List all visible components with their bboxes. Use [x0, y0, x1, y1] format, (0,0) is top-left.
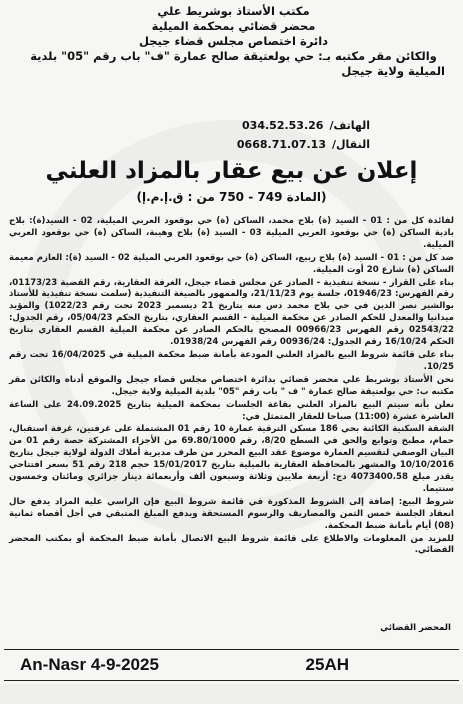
bailiff-paragraph: نحن الأستاذ بوشريط علي محضر قضائي بدائرة اختصاص مجلس قضاء جيجل والموقع أدناه والكائن مقر مكتبه ب: حي بولعتيقة صالح عمارة " ف " باب رقم "05" بلدية الميلية ولاية جيجل. — [9, 374, 454, 397]
sale-terms-paragraph: شروط البيع: إضافة إلى الشروط المذكورة في قائمة شروط البيع فإن الراسي عليه المزاد يدفع حال انعقاد الجلسة خمس الثمن والمصاريف والرسوم المستحقة ويدفع المبلغ المتبقي في أجل أقصاه ثمانية (08) أيام بأمانة ضبط المحكمة. — [9, 496, 454, 531]
notice-subtitle: (المادة 749 - 750 من : ق.إ.م.إ) — [136, 190, 327, 204]
office-header — [12, 4, 455, 79]
beneficiaries-paragraph: لفائدة كل من : 01 - السيد (ة) بلاح محمد، الساكن (ة) حي بوقعود العربي الميلية، 02 - السيد(ة): بلاح بادية الساكن (ة) حي بوقعود العربي الميلية 03 - السيد (ة) بلاح وهيبة، الساكن (ة) حي بوقعود العربي الميلية. — [9, 216, 455, 250]
notice-title: إعلان عن بيع عقار بالمزاد العلني — [45, 158, 418, 184]
publication-name-date: An-Nasr 4-9-2025 — [20, 655, 159, 674]
office-address-city: الميلية ولاية جيجل — [341, 64, 445, 78]
notice-body — [9, 216, 454, 558]
office-jurisdiction: دائرة اختصاص مجلس قضاء جيجل — [138, 34, 329, 48]
contact-block — [200, 116, 370, 154]
mobile-number: 0668.71.07.13 — [236, 138, 326, 151]
legal-basis-paragraph: بناء على القرار - نسخة تنفيذية - الصادر عن مجلس قضاء جيجل، الغرفة العقارية، رقم القضية 01173/23، رقم الفهرس: 01946/23، جلسة يوم 21/11/23، والممهور بالصيغة التنفيذية (سلمت نسخة تنفيذية للأستاذ بوالشير نصر الدين في حي بلاح محمد دس منه بتاريخ 21 ديسمبر 2023 تحت رقم 1022/23) والمؤيد ميدانيا والمعدل للحكم الصادر عن محكمة الميلية - القسم العقاري، بتاريخ الحكم 05/04/23، رقم الجدول: 02543/22 رقم الفهرس 00966/23 المصحح بالحكم الصادر عن محكمة الميلية القسم العقاري بتاريخ الحكم 16/10/24 رقم الجدول: 00936/24 رقم الفهرس 01938/24. — [9, 277, 454, 348]
property-description-paragraph: الشقة السكنية الكائنة بحي 186 مسكن الترقية عمارة 10 رقم 01 المشتملة على غرفتين، غرفة استقبال، حمام، مطبخ وتوابع والحق في السطح 8/20، رقم 69.80/1000 من الأجزاء المشتركة حصة رقم 01 من البيان الوصفي لتقسيم العمارة موضوع عقد البيع المحرر من طرف مديرية أملاك الدولة لولاية جيجل بتاريخ 10/10/2016 والمشهر بالمحافظة العقارية بالميلية بتاريخ 15/01/2017 حجم 218 رقم 51 بسعر افتتاحي يقدر مبلغ 4073400.58 دج: أربعة ملايين وثلاثة وسبعون ألف وأربعمائة دينار جزائري ومائتان وخمسون سنتيما. — [9, 424, 454, 494]
signature-label: المحضر القضائي — [380, 623, 451, 633]
defendants-paragraph: ضد كل من : 01 - السيد (ة) بلاح ربيع، الساكن (ة) حي بوقعود العربي الميلية 02 - السيد (ة): العازم معيمة الساكن (ة) شارع 20 أوت الميلية. — [9, 252, 454, 275]
mobile-label: النقال/ — [331, 138, 370, 151]
phone-row — [200, 116, 370, 135]
mobile-row — [200, 135, 370, 154]
phone-number: 034.52.53.26 — [242, 119, 324, 132]
auction-date-paragraph: نعلن بأنه سيتم البيع بالمزاد العلني بقاعة الجلسات بمحكمة الميلية بتاريخ 24.09.2025 على الساعة العاشرة عشرة (11:00) صباحا للعقار المتمثل في: — [9, 399, 454, 422]
conditions-deposit-paragraph: بناء على قائمة شروط البيع بالمزاد العلني المودعة بأمانة ضبط محكمة الميلية في 16/04/2025 تحت رقم 10/25. — [9, 349, 454, 372]
ad-reference: 25AH — [305, 655, 349, 674]
office-name: مكتب الأستاذ بوشريط علي — [157, 4, 310, 18]
more-info-paragraph: للمزيد من المعلومات والاطلاع على قائمة شروط البيع الاتصال بأمانة ضبط المحكمة أو بمكتب المحضر القضائي. — [9, 533, 454, 556]
office-address: والكائن مقر مكتبه بـ: حي بولعتيقة صالح عمارة "ف" باب رقم "05" بلدية — [30, 49, 437, 63]
office-role: محضر قضائي بمحكمة الميلية — [151, 19, 316, 33]
page-bottom-margin — [0, 684, 463, 704]
phone-label: الهاتف/ — [329, 119, 370, 132]
publication-footer — [4, 649, 459, 681]
